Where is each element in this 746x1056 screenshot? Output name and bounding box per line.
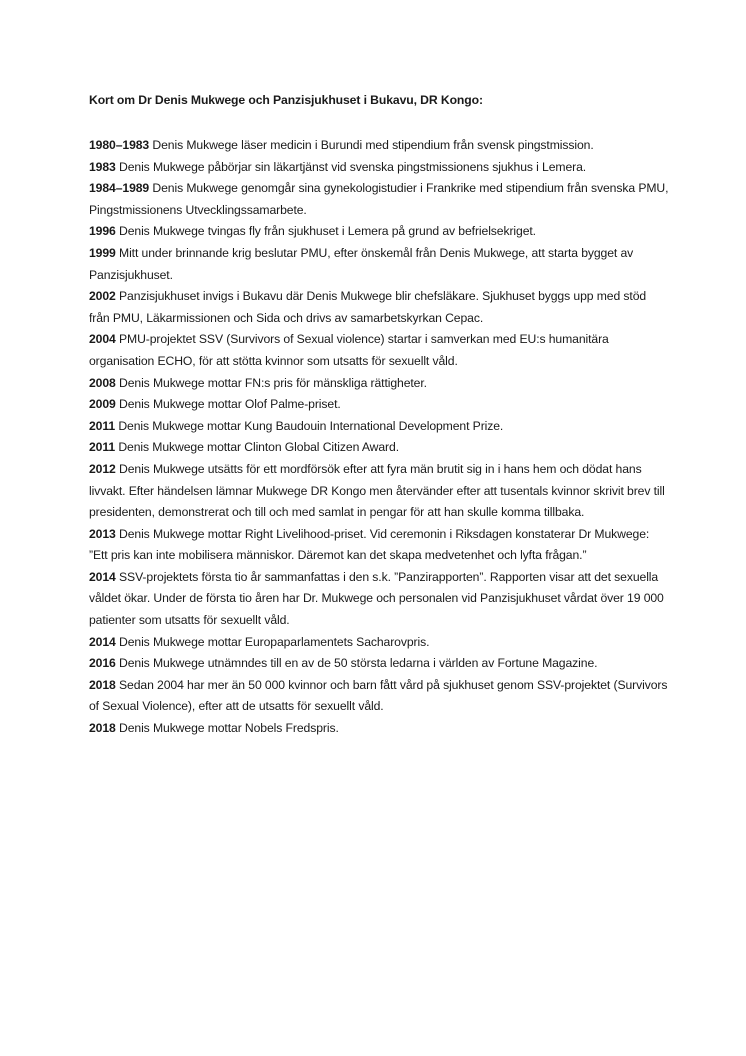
entry-year: 2004 <box>89 332 116 347</box>
entry-text: Denis Mukwege tvingas fly från sjukhuset i Lemera på grund av befrielsekriget. <box>119 224 536 239</box>
timeline-entry <box>89 135 669 157</box>
entry-text: Panzisjukhuset invigs i Bukavu där Denis Mukwege blir chefsläkare. Sjukhuset byggs upp med stöd från PMU, Läkarmissionen och Sida och drivs av samarbetskyrkan Cepac. <box>89 289 647 325</box>
timeline-entry <box>89 243 669 286</box>
timeline-entry <box>89 286 669 329</box>
timeline-entry <box>89 718 669 740</box>
entry-text: Denis Mukwege utnämndes till en av de 50 största ledarna i världen av Fortune Magazine. <box>119 656 598 671</box>
timeline-entry <box>89 373 669 395</box>
entry-year: 2011 <box>89 440 116 455</box>
timeline-entry <box>89 459 669 524</box>
entry-text: PMU-projektet SSV (Survivors of Sexual violence) startar i samverkan med EU:s humanitära organisation ECHO, för att stötta kvinnor som utsatts för sexuellt våld. <box>89 332 609 368</box>
document-title: Kort om Dr Denis Mukwege och Panzisjukhuset i Bukavu, DR Kongo: <box>89 93 483 107</box>
entry-year: 2013 <box>89 526 116 541</box>
timeline-entry <box>89 567 669 632</box>
timeline-entry <box>89 221 669 243</box>
entry-text: Denis Mukwege mottar Right Livelihood-priset. Vid ceremonin i Riksdagen konstaterar Dr Mukwege: ”Ett pris kan inte mobilisera människor. Däremot kan det skapa medvetenhet och lyfta frågan.” <box>89 526 650 563</box>
timeline-entry <box>89 632 669 654</box>
timeline-entry <box>89 653 669 675</box>
entry-text: Denis Mukwege läser medicin i Burundi med stipendium från svensk pingstmission. <box>152 138 594 152</box>
entry-text: Mitt under brinnande krig beslutar PMU, efter önskemål från Denis Mukwege, att starta bygget av Panzisjukhuset. <box>89 245 634 282</box>
timeline-entry <box>89 394 669 416</box>
timeline-entry <box>89 157 669 179</box>
document-page <box>89 92 669 740</box>
entry-year: 2016 <box>89 656 116 671</box>
entry-text: SSV-projektets första tio år sammanfattas i den s.k. ”Panzirapporten”. Rapporten visar att det sexuella våldet ökar. Under de första tio åren har Dr. Mukwege och personalen vid Panzisjukhuset vårdat över 19 000 patienter som utsatts för sexuellt våld. <box>89 569 664 628</box>
timeline-entry <box>89 437 669 459</box>
entry-text: Denis Mukwege utsätts för ett mordförsök efter att fyra män brutit sig in i hans hem och dödat hans livvakt. Efter händelsen lämnar Mukwege DR Kongo men återvänder efter att tusentals kvinnor skrivit brev till presidenten, demonstrerat och till och med samlat in pengar för att han skulle komma tillbaka. <box>89 461 665 520</box>
timeline-entry <box>89 675 669 718</box>
entry-text: Denis Mukwege genomgår sina gynekologistudier i Frankrike med stipendium från svenska PMU, Pingstmissionens Utvecklingssamarbete. <box>89 181 669 217</box>
timeline-entry <box>89 178 669 221</box>
entry-year: 2002 <box>89 289 116 304</box>
entry-text: Denis Mukwege mottar Kung Baudouin International Development Prize. <box>118 418 504 433</box>
entry-text: Denis Mukwege påbörjar sin läkartjänst vid svenska pingstmissionens sjukhus i Lemera. <box>119 159 587 174</box>
entry-year: 2008 <box>89 375 116 390</box>
entry-year: 2012 <box>89 461 116 476</box>
entry-text: Denis Mukwege mottar Europaparlamentets Sacharovpris. <box>119 634 430 649</box>
entry-year: 2014 <box>89 569 116 584</box>
entry-text: Denis Mukwege mottar FN:s pris för mänskliga rättigheter. <box>119 375 427 390</box>
entry-year: 2009 <box>89 397 116 412</box>
timeline-entry <box>89 416 669 438</box>
entry-year: 1984–1989 <box>89 181 150 196</box>
timeline-list <box>89 135 669 740</box>
entry-text: Sedan 2004 har mer än 50 000 kvinnor och barn fått vård på sjukhuset genom SSV-projektet (Survivors of Sexual Violence), efter att de utsatts för sexuellt våld. <box>89 677 668 714</box>
entry-year: 2014 <box>89 634 116 649</box>
entry-year: 1996 <box>89 224 116 239</box>
entry-year: 2018 <box>89 677 116 692</box>
entry-year: 1983 <box>89 159 116 174</box>
entry-year: 1999 <box>89 245 116 260</box>
entry-year: 2011 <box>89 418 116 433</box>
timeline-entry <box>89 524 669 567</box>
entry-year: 1980–1983 <box>89 138 150 152</box>
entry-text: Denis Mukwege mottar Clinton Global Citizen Award. <box>118 440 399 455</box>
entry-text: Denis Mukwege mottar Nobels Fredspris. <box>119 721 339 736</box>
timeline-entry <box>89 329 669 372</box>
entry-year: 2018 <box>89 721 116 736</box>
entry-text: Denis Mukwege mottar Olof Palme-priset. <box>119 397 341 412</box>
